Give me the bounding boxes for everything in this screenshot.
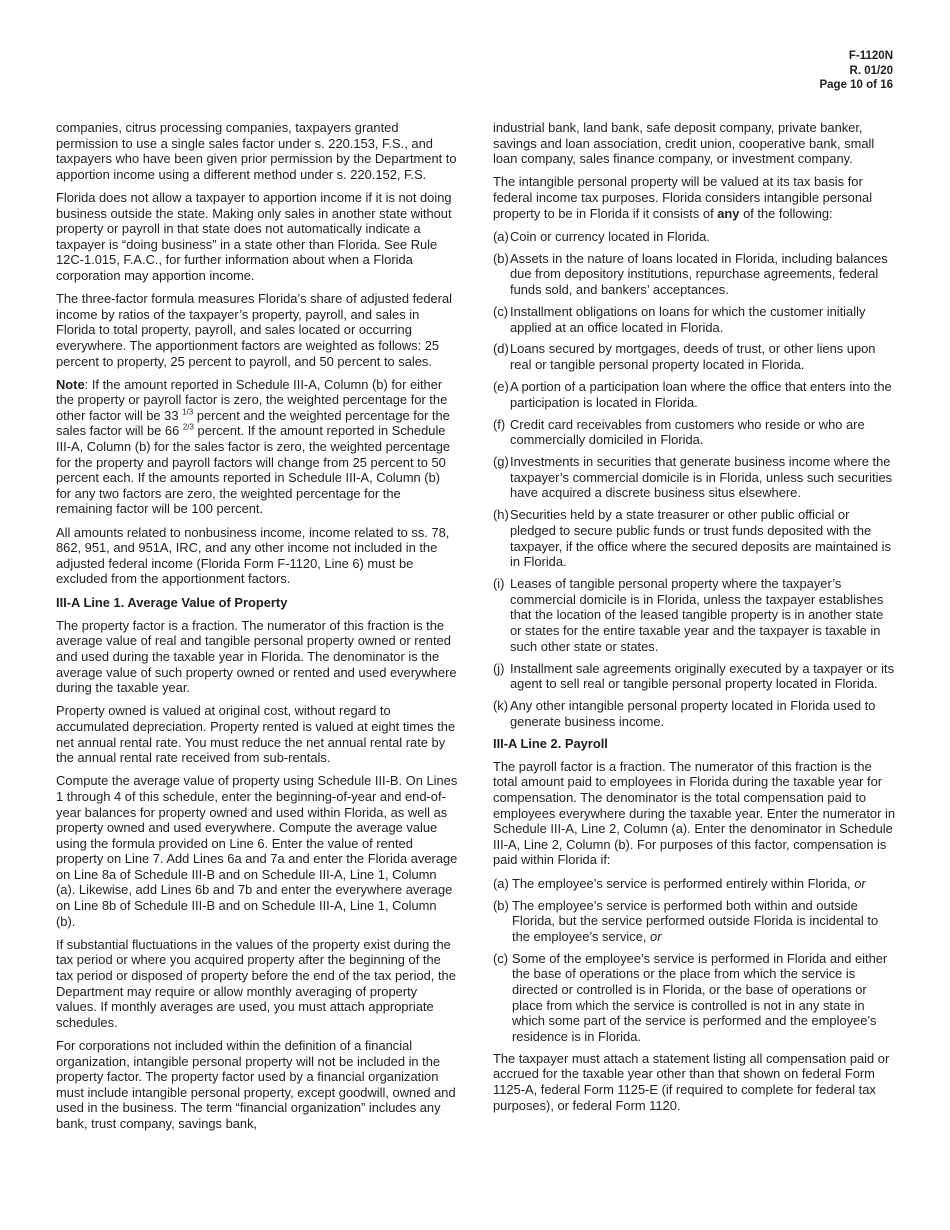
list-item: (k) Any other intangible personal property located in Florida used to generate business income. (493, 698, 876, 729)
paragraph: The taxpayer must attach a statement listing all compensation paid or accrued for the taxable year other than that shown on federal Form 1125-A, federal Form 1125-E (if required to complete for federal tax purposes), or federal Form 1120. (493, 1050, 890, 1113)
list-item: (i) Leases of tangible personal property where the taxpayer’s commercial domicile is in Florida, unless the taxpayer establishes that the location of the leased tangible property is in another state or states for the entire taxable year and the taxpayer is taxable in such other state or states. (493, 576, 884, 654)
list-item: (c) Installment obligations on loans for which the customer initially applied at an office located in Florida. (493, 303, 866, 335)
list-item: (j) Installment sale agreements originally executed by a taxpayer or its agent to sell real or tangible personal property located in Florida. (493, 660, 895, 692)
list-item: (d) Loans secured by mortgages, deeds of trust, or other liens upon real or tangible personal property located in Florida. (493, 341, 876, 373)
section-heading-payroll: III-A Line 2. Payroll (493, 735, 608, 751)
fraction-two-thirds: 2/3 (182, 423, 194, 433)
intangible-property-list (493, 229, 895, 730)
list-item: (h) Securities held by a state treasurer or other public official or pledged to secure public funds or trust funds deposited with the taxpayer, if the office where the secured deposits are maintained is in Florida. (493, 507, 891, 570)
paragraph: For corporations not included within the definition of a financial organization, intangible personal property will not be included in the property factor. The property factor used by a financial organization must include intangible personal property, except goodwill, owned and used in the business. The term “financial organization” includes any bank, trust company, savings bank, (56, 1038, 456, 1131)
list-item: (b) Assets in the nature of loans located in Florida, including balances due from depository institutions, repurchase agreements, federal funds sold, and bankers’ acceptances. (493, 250, 888, 297)
list-item: (a) The employee’s service is performed entirely within Florida, or (493, 875, 866, 891)
right-column (493, 120, 895, 1121)
paragraph: Compute the average value of property using Schedule III-B. On Lines 1 through 4 of this schedule, enter the beginning-of-year and end-of-year balances for property owned and used within Florida, as well as property owned and used everywhere. Compute the average value using the formula provided on Line 6. Enter the value of rented property on Line 7. Add Lines 6a and 7a and enter the Florida average on Line 8a of Schedule III-B and on Schedule III-A, Line 1, Column (a). Likewise, add Lines 6b and 7b and enter the everywhere average on Line 8b of Schedule III-B and on Schedule III-A, Line 1, Column (b). (56, 773, 458, 929)
list-item: (b) The employee’s service is performed both within and outside Florida, but the service performed outside Florida is incidental to the employee’s service, or (493, 897, 879, 944)
section-heading-property: III-A Line 1. Average Value of Property (56, 594, 288, 610)
page-number: Page 10 of 16 (819, 79, 893, 91)
emphasis-any: any (717, 205, 740, 221)
compensation-conditions-list (493, 876, 895, 1045)
list-item: (a) Coin or currency located in Florida. (493, 228, 710, 244)
revision-date: R. 01/20 (849, 64, 893, 77)
note-label: Note (56, 376, 85, 392)
paragraph: companies, citrus processing companies, taxpayers granted permission to use a single sales factor under s. 220.153, F.S., and taxpayers who have been given prior permission by the Department to apportion income using a different method under s. 220.152, F.S. (56, 120, 457, 182)
paragraph: Florida does not allow a taxpayer to apportion income if it is not doing business outside the state. Making only sales in another state without property or payroll in that state does not automatically indicate a taxpayer is “doing business” in a state other than Florida. See Rule 12C-1.015, F.A.C., for further information about when a Florida corporation may apportion income. (56, 189, 452, 283)
page-header (819, 49, 893, 93)
list-item: (g) Investments in securities that generate business income where the taxpayer’s commercial domicile is in Florida, unless such securities have acquired a discrete business situs elsewhere. (493, 454, 893, 501)
note-paragraph: Note: If the amount reported in Schedule III-A, Column (b) for either the property or payroll factor is zero, the weighted percentage for the other factor will be 33 $^{1/3}$ percent and the weighted percentage for the sales factor will be 66 $^{2/3}$ percent. If the amount reported in Schedule III-A, Column (b) for the sales factor is zero, the weighted percentage for the property and payroll factors will change from 25 percent to 50 percent each. If the amounts reported in Schedule III-A, Column (b) for any two factors are zero, the weighted percentage for the remaining factor will be 100 percent. (56, 376, 451, 517)
paragraph: The payroll factor is a fraction. The numerator of this fraction is the total amount paid to employees in Florida during the taxable year for compensation. The denominator is the total compensation paid to employees everywhere during the taxable year. Enter the numerator in Schedule III-A, Line 2, Column (a). Enter the denominator in Schedule III-A, Line 2, Column (b). For purposes of this factor, compensation is paid within Florida if: (493, 758, 895, 868)
fraction-one-third: 1/3 (182, 407, 194, 417)
paragraph: The property factor is a fraction. The numerator of this fraction is the average value of real and tangible personal property owned or rented and used during the taxable year in Florida. The denominator is the average value of such property owned or rented and used everywhere during the taxable year. (56, 617, 457, 696)
list-item: (f) Credit card receivables from customers who reside or who are commercially domiciled in Florida. (493, 416, 865, 448)
list-item: (c) Some of the employee’s service is performed in Florida and either the base of operations or the place from which the service is directed or controlled is in Florida, or the base of operations or place from which the service is controlled is not in any state in which some part of the service is performed and the employee’s residence is in Florida. (493, 950, 888, 1044)
paragraph: All amounts related to nonbusiness income, income related to ss. 78, 862, 951, and 951A, IRC, and any other income not included in the adjusted federal income (Florida Form F-1120, Line 6) must be excluded from the apportionment factors. (56, 524, 450, 587)
list-item: (e) A portion of a participation loan where the office that enters into the participation is located in Florida. (493, 379, 892, 410)
paragraph: Property owned is valued at original cost, without regard to accumulated depreciation. Property rented is valued at eight times the net annual rental rate. You must reduce the net annual rental rate by the annual rental rate received from sub-rentals. (56, 703, 456, 766)
paragraph: industrial bank, land bank, safe deposit company, private banker, savings and loan association, credit union, cooperative bank, small loan company, sales finance company, or investment company. (493, 120, 875, 167)
form-number: F-1120N (848, 50, 893, 62)
paragraph: The intangible personal property will be valued at its tax basis for federal income tax purposes. Florida considers intangible personal property to be in Florida if it consists of any of the following: (493, 174, 873, 221)
paragraph: If substantial fluctuations in the values of the property exist during the tax period or where you acquired property after the beginning of the tax period or disposed of property before the end of the tax period, the Department may require or allow monthly averaging of property values. If monthly averages are used, you must attach appropriate schedules. (56, 936, 456, 1030)
paragraph: The three-factor formula measures Florida’s share of adjusted federal income by ratios of the taxpayer’s property, payroll, and sales in Florida to total property, payroll, and sales located or occurring everywhere. The apportionment factors are weighted as follows: 25 percent to property, 25 percent to payroll, and 50 percent to sales. (56, 291, 452, 369)
left-column (56, 120, 458, 1139)
